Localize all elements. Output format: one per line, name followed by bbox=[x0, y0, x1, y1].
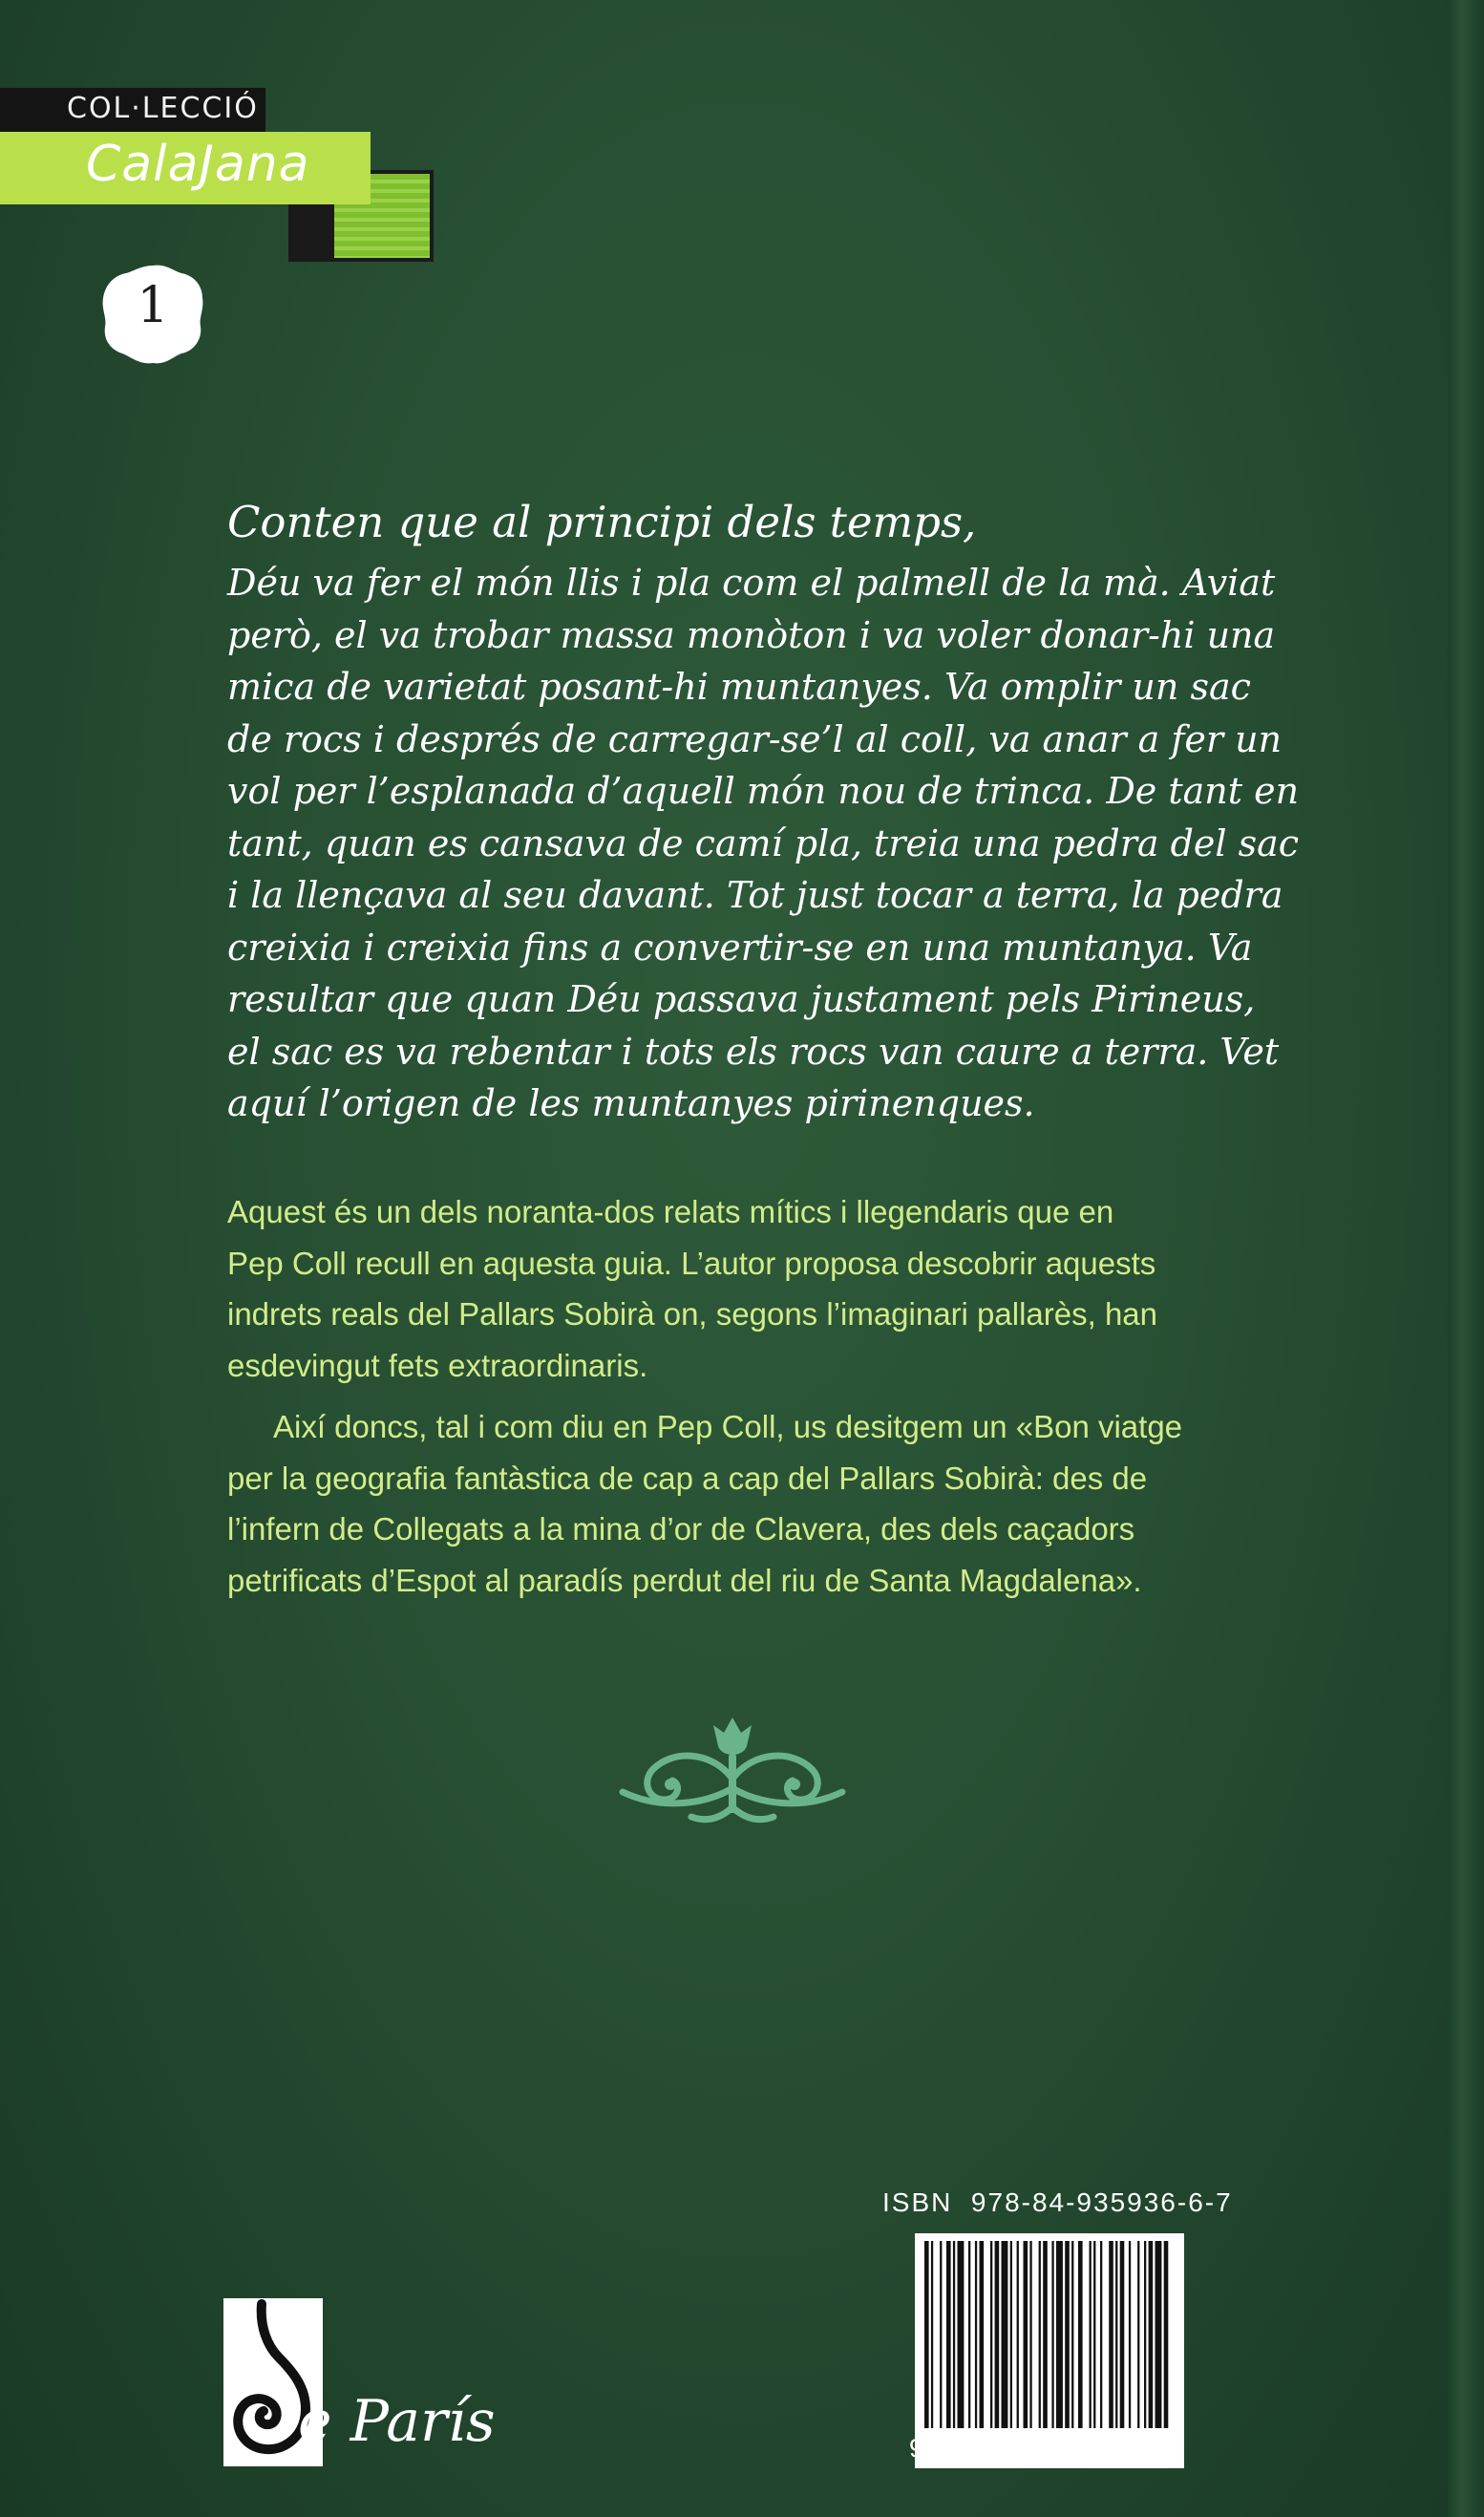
barcode-digits: 9 788493 593667 > bbox=[909, 2434, 1181, 2463]
collection-name: CalaJana bbox=[86, 136, 310, 193]
spine-edge bbox=[1448, 0, 1484, 2517]
description-line: esdevingut fets extraordinaris. bbox=[227, 1347, 648, 1383]
legend-line: aquí l’origen de les muntanyes pirinenques. bbox=[227, 1082, 1035, 1124]
legend-line: el sac es va rebentar i tots els rocs van caure a terra. Vet bbox=[227, 1030, 1280, 1073]
legend-line: Déu va fer el món llis i pla com el palmell de la mà. Aviat bbox=[227, 562, 1276, 604]
legend-line: tant, quan es cansava de camí pla, treia una pedra del sac bbox=[227, 821, 1300, 864]
isbn bbox=[882, 2187, 1233, 2218]
description-line: Pep Coll recull en aquesta guia. L’autor proposa descobrir aquests bbox=[227, 1245, 1156, 1281]
legend-lead: Conten que al principi dels temps, bbox=[227, 497, 977, 547]
volume-number: 1 bbox=[137, 277, 169, 334]
isbn-label: ISBN bbox=[882, 2187, 953, 2217]
legend-text bbox=[227, 557, 1306, 1130]
legend-line: vol per l’esplanada d’aquell món nou de trinca. De tant en bbox=[227, 770, 1300, 812]
legend-line: però, el va trobar massa monòton i va voler donar-hi una bbox=[227, 613, 1276, 656]
legend-line: mica de varietat posant-hi muntanyes. Va omplir un sac bbox=[227, 666, 1251, 708]
floral-ornament-icon bbox=[615, 1712, 850, 1826]
description-line: Aquest és un dels noranta-dos relats mítics i llegendaris que en bbox=[227, 1194, 1114, 1229]
legend-line: resultar que quan Déu passava justament pels Pirineus, bbox=[227, 978, 1256, 1020]
description-line: petrificats d’Espot al paradís perdut del riu de Santa Magdalena». bbox=[227, 1562, 1142, 1598]
barcode bbox=[915, 2233, 1184, 2430]
description-paragraph-2 bbox=[227, 1401, 1306, 1606]
legend-line: i la llençava al seu davant. Tot just tocar a terra, la pedra bbox=[227, 874, 1283, 916]
description-paragraph-1 bbox=[227, 1186, 1306, 1391]
isbn-number: 978-84-935936-6-7 bbox=[970, 2187, 1233, 2217]
collection-prefix: COL·LECCIÓ bbox=[67, 92, 259, 125]
publisher-name: e París bbox=[298, 2388, 496, 2455]
description-line: l’infern de Collegats a la mina d’or de Clavera, des dels caçadors bbox=[227, 1511, 1135, 1546]
legend-line: de rocs i després de carregar-se’l al coll, va anar a fer un bbox=[227, 717, 1283, 760]
description-line: Així doncs, tal i com diu en Pep Coll, us desitgem un «Bon viatge bbox=[273, 1409, 1183, 1444]
legend-line: creixia i creixia fins a convertir-se en una muntanya. Va bbox=[227, 926, 1253, 969]
description-line: indrets reals del Pallars Sobirà on, segons l’imaginari pallarès, han bbox=[227, 1296, 1158, 1332]
description-line: per la geografia fantàstica de cap a cap del Pallars Sobirà: des de bbox=[227, 1460, 1148, 1496]
